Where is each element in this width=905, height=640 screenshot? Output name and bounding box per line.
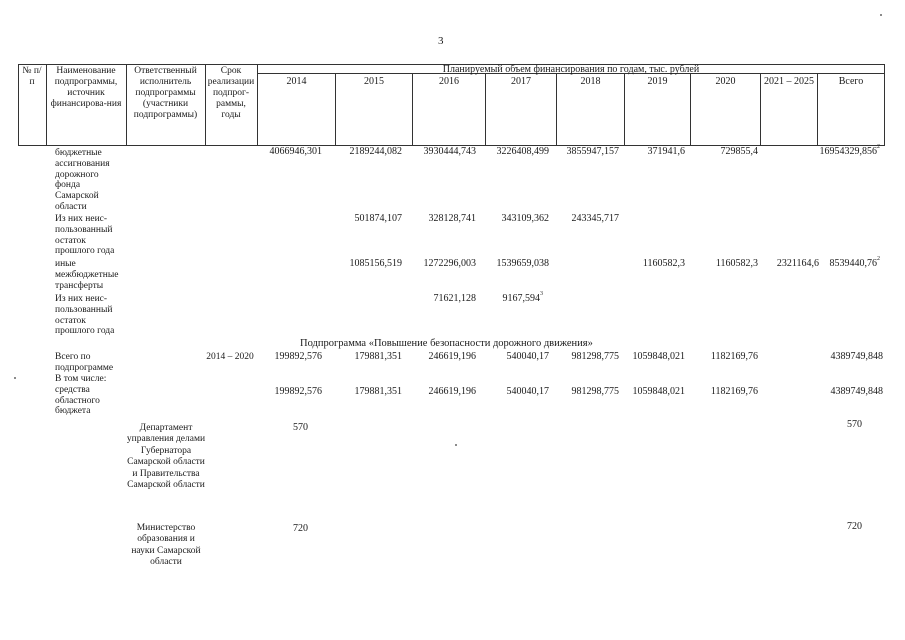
page-number: 3	[438, 35, 444, 47]
header-executor: Ответственный исполнитель подпрограммы (участники подпрограммы)	[133, 66, 198, 120]
cell-2014: 720	[293, 523, 308, 534]
subprogram-title: Подпрограмма «Повышение безопасности дорожного движения»	[300, 338, 593, 349]
cell-2020: 729855,4	[720, 146, 758, 157]
cell-2015: 179881,351	[354, 351, 402, 362]
cell-2015: 501874,107	[354, 213, 402, 224]
cell-2020: 1160582,3	[715, 258, 758, 269]
header-year-2017: 2017	[511, 76, 531, 87]
footnote-mark: 3	[540, 291, 543, 297]
header-year-2015: 2015	[364, 76, 384, 87]
cell-2018: 3855947,157	[566, 146, 619, 157]
cell-2014: 199892,576	[274, 351, 322, 362]
row-label: Из них неис-пользованный остаток прошлого года	[55, 294, 115, 337]
header-year-2018: 2018	[580, 76, 601, 87]
header-total: Всего	[838, 76, 864, 87]
cell-2014: 570	[293, 422, 308, 433]
cell-2018: 981298,775	[571, 386, 619, 397]
header-year-2014: 2014	[286, 76, 307, 87]
executor-cell: Департамент управления делами Губернатора Самарской области и Правительства Самарской области	[126, 423, 206, 491]
cell-2018: 243345,717	[571, 213, 619, 224]
executor-cell: Министерство образования и науки Самарской области	[131, 523, 201, 568]
cell-2019: 371941,6	[647, 146, 685, 157]
col-divider	[205, 64, 206, 146]
cell-total: 16954329,856$^2$	[819, 144, 880, 157]
header-year-2019: 2019	[647, 76, 668, 87]
cell-2018: 981298,775	[571, 351, 619, 362]
cell-2017: 9167,594$^3$	[502, 291, 543, 304]
cell-2021-2025: 2321164,6	[776, 258, 819, 269]
col-divider	[884, 64, 885, 146]
cell-2014: 199892,576	[274, 386, 322, 397]
cell-2020: 1182169,76	[710, 386, 758, 397]
header-no: № п/п	[22, 66, 42, 87]
header-funding-title: Планируемый объем финансирования по годам, тыс. рублей	[442, 64, 700, 75]
cell-2019: 1160582,3	[642, 258, 685, 269]
cell-2015: 2189244,082	[349, 146, 402, 157]
cell-2015: 179881,351	[354, 386, 402, 397]
cell-2016: 246619,196	[428, 351, 476, 362]
period-cell: 2014 – 2020	[206, 352, 254, 362]
footnote-mark: 2	[877, 144, 880, 150]
cell-2014: 4066946,301	[269, 146, 322, 157]
cell-2016: 328128,741	[428, 213, 476, 224]
scan-speck	[880, 14, 882, 16]
cell-2017: 1539659,038	[496, 258, 549, 269]
header-year-2016: 2016	[439, 76, 459, 87]
row-label: Из них неис-пользованный остаток прошлого года	[55, 214, 115, 257]
cell-2016: 246619,196	[428, 386, 476, 397]
row-label: иные межбюджетные трансферты	[55, 259, 119, 291]
cell-2017: 343109,362	[501, 213, 549, 224]
col-divider	[46, 64, 47, 146]
cell-2016: 1272296,003	[423, 258, 476, 269]
row-label: бюджетные ассигнования дорожного фонда Самарской области	[55, 148, 110, 212]
cell-total: 570	[847, 419, 862, 430]
cell-total: 720	[847, 521, 862, 532]
cell-2019: 1059848,021	[632, 351, 685, 362]
cell-total: 4389749,848	[830, 351, 883, 362]
cell-2017: 540040,17	[506, 386, 549, 397]
header-year-2021-2025: 2021 – 2025	[764, 76, 814, 87]
scan-speck	[14, 377, 16, 379]
cell-2017: 540040,17	[506, 351, 549, 362]
header-year-2020: 2020	[715, 76, 736, 87]
scan-speck	[455, 444, 457, 446]
cell-2020: 1182169,76	[710, 351, 758, 362]
cell-2017: 3226408,499	[496, 146, 549, 157]
row-label: В том числе: средства областного бюджета	[55, 374, 107, 417]
header-period: Срок реализации подпрог-раммы, годы	[207, 66, 255, 120]
col-divider	[18, 64, 19, 146]
header-name: Наименование подпрограммы, источник финансирова-ния	[50, 66, 122, 109]
cell-2019: 1059848,021	[632, 386, 685, 397]
cell-total: 8539440,76$^2$	[829, 256, 880, 269]
cell-2015: 1085156,519	[349, 258, 402, 269]
cell-total: 4389749,848	[830, 386, 883, 397]
footnote-mark: 2	[877, 256, 880, 262]
row-label: Всего по подпрограмме	[55, 352, 114, 373]
cell-2016: 3930444,743	[423, 146, 476, 157]
cell-2016: 71621,128	[433, 293, 476, 304]
